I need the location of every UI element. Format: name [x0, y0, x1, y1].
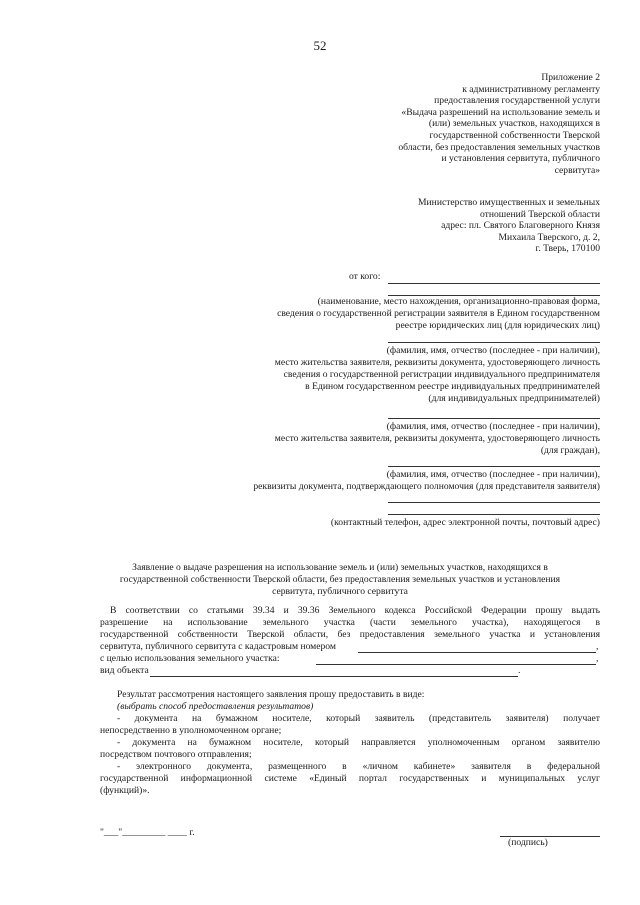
contacts-note	[331, 517, 600, 529]
note-line: (фамилия, имя, отчество (последнее - при наличии),	[386, 469, 600, 480]
note-line: (для граждан),	[540, 444, 600, 456]
request-paragraph	[100, 605, 600, 641]
result-section	[100, 689, 600, 797]
cadastral-label: сервитута, публичного сервитута с кадастровым номером	[100, 641, 336, 652]
purpose-field[interactable]	[316, 664, 596, 665]
from-field[interactable]	[388, 283, 600, 284]
result-option-line: - документа на бумажном носителе, который заявитель (представитель заявителя) получает	[117, 713, 600, 724]
signature-label: (подпись)	[508, 837, 548, 848]
title-line: сервитута, публичного сервитута	[272, 586, 408, 597]
appendix-line: Приложение 2	[541, 72, 600, 83]
note-line: сведения о государственной регистрации заявителя в Едином государственном	[277, 307, 600, 319]
representative-note	[253, 469, 600, 493]
appendix-line: предоставления государственной услуги	[434, 95, 600, 107]
note-line: место жительства заявителя, реквизиты документа, удостоверяющего личность	[274, 432, 600, 444]
result-hint: (выбрать способ предоставления результатов)	[117, 701, 314, 712]
title-line: Заявление о выдаче разрешения на использование земель и (или) земельных участков, находящихся в	[132, 562, 548, 573]
purpose-label: с целью использования земельного участка:	[100, 653, 280, 664]
note-line: (наименование, место нахождения, организационно-правовая форма,	[317, 296, 600, 307]
note-line: в Едином государственном реестре индивидуальных предпринимателей	[305, 380, 600, 392]
note-line: (фамилия, имя, отчество (последнее - при наличии),	[386, 345, 600, 356]
comma: ,	[596, 641, 599, 652]
result-option-line: посредством почтового отправления;	[100, 749, 252, 760]
addressee-line: Министерство имущественных и земельных	[418, 197, 600, 208]
comma: ,	[596, 653, 599, 664]
addressee-line: г. Тверь, 170100	[535, 243, 600, 255]
note-line: (фамилия, имя, отчество (последнее - при наличии),	[386, 421, 600, 432]
appendix-line: «Выдача разрешений на использование земель и	[401, 106, 600, 118]
cadastral-number-field[interactable]	[358, 652, 596, 653]
application-title	[60, 562, 620, 598]
period: .	[518, 665, 521, 676]
entrepreneur-note	[275, 345, 600, 405]
object-type-field[interactable]	[150, 676, 518, 677]
result-option-line: - документа на бумажном носителе, который направляется уполномоченным органом заявителю	[117, 737, 600, 748]
note-line: (контактный телефон, адрес электронной почты, почтовый адрес)	[330, 517, 600, 528]
note-line: сведения о государственной регистрации индивидуального предпринимателя	[283, 368, 600, 380]
note-line: реестре юридических лиц (для юридических лиц)	[395, 319, 600, 331]
result-option-line: непосредственно в уполномоченном органе;	[100, 725, 282, 736]
legal-entity-note	[277, 296, 600, 332]
date-field[interactable]: "___"_________ ____ г.	[100, 827, 195, 838]
object-label: вид объекта	[100, 665, 149, 676]
result-option-line: - электронного документа, размещенного в «личном кабинете» заявителя в федеральной	[117, 761, 600, 772]
page-number: 52	[313, 38, 327, 53]
from-label: от кого:	[349, 271, 381, 282]
appendix-header	[398, 72, 600, 176]
title-line: государственной собственности Тверской области, без предоставления земельных участков и установления	[119, 574, 561, 585]
citizen-field[interactable]	[388, 418, 600, 419]
note-line: (для индивидуальных предпринимателей)	[428, 392, 600, 404]
result-option-line: государственной информационной системе «Единый портал государственных и муниципальных услуг	[100, 773, 600, 784]
addressee-line: отношений Тверской области	[480, 208, 600, 220]
appendix-line: области, без предоставления земельных участков	[398, 141, 600, 153]
paragraph-line: разрешение на использование земельного участка (части земельного участка), находящегося в	[100, 617, 600, 628]
paragraph-line: государственной собственности Тверской области, без предоставления земельного участка и установления	[100, 629, 600, 640]
entrepreneur-field[interactable]	[388, 342, 600, 343]
contacts-field-line-2[interactable]	[388, 514, 600, 515]
citizen-note	[275, 421, 600, 457]
addressee-block	[418, 197, 600, 255]
note-line: реквизиты документа, подтверждающего полномочия (для представителя заявителя)	[253, 480, 600, 492]
note-line: место жительства заявителя, реквизиты документа, удостоверяющего личность	[274, 356, 600, 368]
appendix-line: государственной собственности Тверской	[429, 129, 600, 141]
representative-field[interactable]	[388, 466, 600, 467]
addressee-line: адрес: пл. Святого Благоверного Князя	[441, 220, 600, 232]
appendix-line: и установления сервитута, публичного	[441, 153, 600, 165]
appendix-line: (или) земельных участков, находящихся в	[428, 118, 600, 130]
result-option-line: (функций)».	[100, 785, 150, 796]
paragraph-line: В соответствии со статьями 39.34 и 39.36 Земельного кодекса Российской Федерации прошу выдать	[110, 605, 600, 616]
appendix-line: к административному регламенту	[462, 83, 600, 95]
result-intro: Результат рассмотрения настоящего заявления прошу предоставить в виде:	[117, 689, 425, 700]
addressee-line: Михаила Тверского, д. 2,	[498, 231, 600, 243]
contacts-field[interactable]	[388, 502, 600, 503]
appendix-line: сервитута»	[554, 164, 600, 176]
